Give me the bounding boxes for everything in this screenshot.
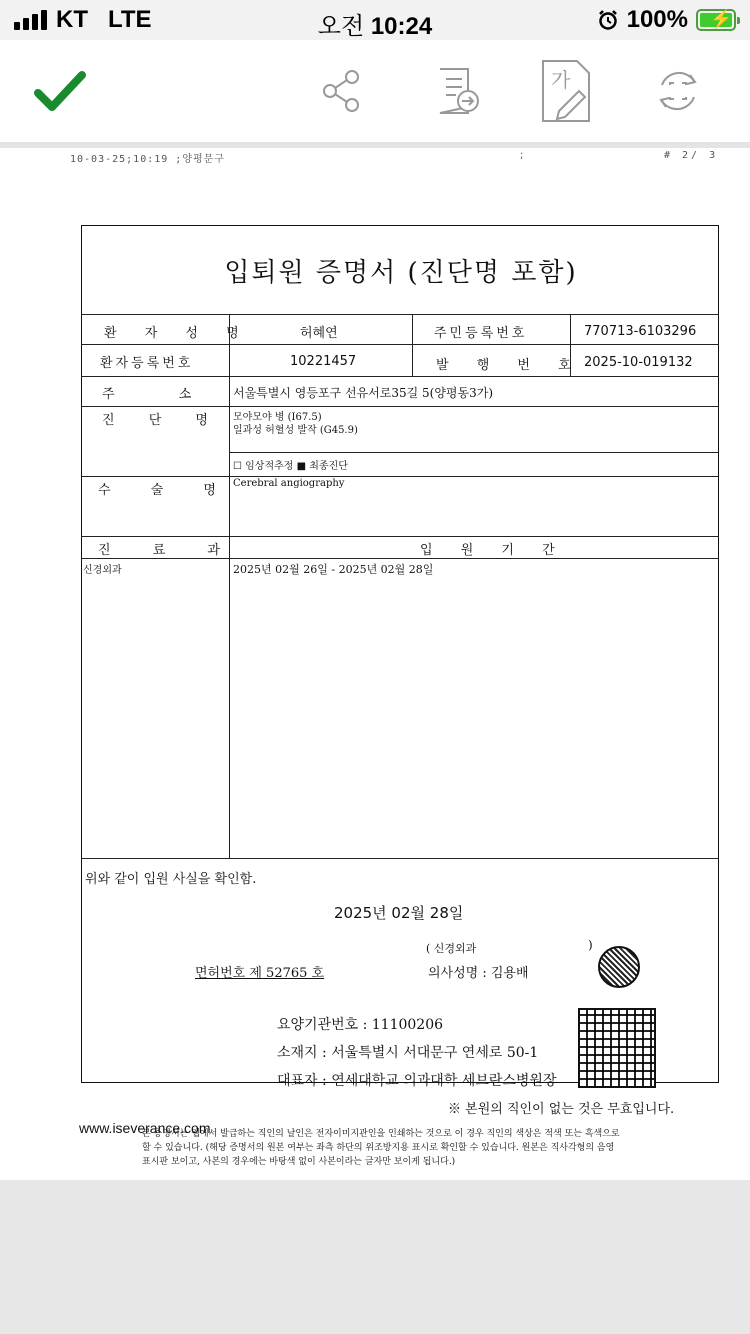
value-issue-no: 2025-10-019132 (584, 355, 693, 370)
table-line (81, 558, 719, 559)
value-resident-no: 770713-6103296 (584, 324, 697, 339)
table-line (81, 858, 719, 859)
toolbar (0, 40, 750, 142)
footnote-line-1: 본 증명서는 웹에서 발급하는 직인의 날인은 전자이미지관인을 인쇄하는 것으로 이 경우 직인의 색상은 적색 또는 흑색으로 (142, 1129, 620, 1139)
clock-prefix: 오전 (317, 13, 365, 40)
hospital-seal (578, 1008, 656, 1088)
value-surgery: Cerebral angiography (233, 478, 345, 489)
value-department: 신경외과 (83, 565, 122, 576)
export-button[interactable] (426, 40, 490, 142)
doctor-department: ( 신경외과 (426, 942, 477, 955)
institution-number: 요양기관번호 : 11100206 (277, 1017, 444, 1033)
license-number: 면허번호 제 52765 호 (195, 966, 325, 981)
doctor-department-close: ) (588, 938, 593, 952)
edit-text-icon (539, 57, 593, 125)
share-icon (318, 67, 366, 115)
doctor-seal (598, 946, 640, 988)
value-patient-name: 허혜연 (300, 326, 338, 341)
value-diagnosis-1: 모야모야 병 (I67.5) (233, 412, 322, 423)
rotate-button[interactable] (646, 40, 710, 142)
hospital-representative: 대표자 : 연세대학교 의과대학 세브란스병원장 (277, 1073, 557, 1089)
edit-text-button[interactable] (534, 40, 598, 142)
label-resident-no: 주민등록번호 (434, 326, 528, 341)
value-patient-reg: 10221457 (290, 354, 357, 369)
share-button[interactable] (310, 40, 374, 142)
website-link[interactable]: www.iseverance.com (79, 1120, 211, 1136)
footnote-line-2: 할 수 있습니다. (해당 증명서의 원본 여부는 좌측 하단의 위조방지용 표시로 확인할 수 있습니다. 원본은 직사각형의 음영 (142, 1143, 615, 1153)
label-surgery: 수 술 명 (98, 483, 216, 498)
certificate-title: 입퇴원 증명서 (진단명 포함) (224, 258, 578, 288)
table-line (229, 452, 719, 453)
table-line (81, 476, 719, 477)
table-line (412, 314, 413, 376)
label-patient-reg: 환자등록번호 (100, 356, 194, 371)
table-line (229, 314, 230, 858)
network-label: LTE (108, 6, 152, 33)
hospital-location: 소재지 : 서울특별시 서대문구 연세로 50-1 (277, 1045, 539, 1061)
label-department: 진 료 과 (98, 543, 220, 558)
label-period: 입 원 기 간 (420, 543, 567, 558)
validity-notice: ※ 본원의 직인이 없는 것은 무효입니다. (448, 1102, 675, 1117)
svg-text:가: 가 (551, 68, 571, 92)
confirm-statement: 위와 같이 입원 사실을 확인함. (85, 872, 257, 887)
fax-header-page: # 2/ 3 (664, 150, 719, 161)
clock-time: 10:24 (370, 13, 433, 40)
label-diagnosis: 진 단 명 (102, 413, 208, 428)
export-icon (432, 65, 484, 117)
status-bar (0, 0, 750, 40)
label-patient-name: 환 자 성 명 (104, 326, 251, 341)
value-diagnosis-2: 일과성 허혈성 발작 (G45.9) (233, 425, 358, 436)
fax-header-mid: ; (520, 150, 524, 161)
carrier-label: KT (56, 6, 88, 33)
value-period: 2025년 02월 26일 - 2025년 02월 28일 (233, 563, 434, 576)
table-line (81, 314, 719, 315)
fax-header-left: 10-03-25;10:19 ;양평문구 (70, 154, 225, 165)
table-line (81, 376, 719, 377)
alarm-icon (597, 9, 619, 31)
battery-percent: 100% (626, 6, 688, 33)
label-issue-no: 발 행 번 호 (436, 358, 583, 373)
table-line (81, 536, 719, 537)
footnote-line-3: 표시판 보이고, 사본의 경우에는 바탕색 없이 사본이라는 글자만 보이게 됩니다.) (142, 1157, 456, 1167)
battery-icon: ⚡ (696, 9, 736, 31)
value-address: 서울특별시 영등포구 선유서로35길 5(양평동3가) (233, 386, 494, 400)
check-icon (34, 69, 86, 113)
status-right (597, 6, 736, 34)
document-view (0, 148, 750, 1180)
done-button[interactable] (28, 40, 92, 142)
table-line (81, 406, 719, 407)
table-line (81, 344, 719, 345)
label-address: 주 소 (102, 387, 192, 402)
value-diagnosis-type: ☐ 임상적추정 ■ 최종진단 (233, 461, 348, 472)
background-area (0, 1180, 750, 1334)
rotate-icon (652, 65, 704, 117)
doctor-name: 의사성명 : 김용배 (428, 966, 529, 981)
issue-date: 2025년 02월 28일 (334, 904, 464, 922)
